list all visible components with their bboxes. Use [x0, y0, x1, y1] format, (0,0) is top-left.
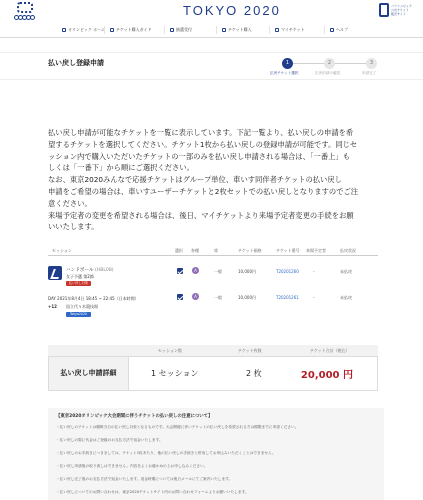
step-2-label: 払戻申請の確認: [315, 71, 341, 75]
paralympic-logo[interactable]: [379, 2, 417, 22]
step-connector: [332, 63, 368, 64]
session-row: [48, 266, 378, 332]
nav-label: オリンピック ホーム: [68, 27, 106, 32]
info-line: ・払い戻しの際に代金はご登録のお支払方法で返金いたします。: [56, 438, 163, 442]
notice-line: しくは「一番下」から順にご選択ください。: [48, 163, 194, 173]
notice-line: なお、東京2020みんなで応援チケットはグループ単位、車いす同伴者チケットの払い戻し: [48, 175, 342, 185]
ticket-price: 10,000円: [238, 269, 256, 274]
ticket-number[interactable]: T20201261: [276, 295, 299, 300]
notice-line: ッション内で購入いただいたチケットの一部のみを払い戻し申請される場合は、「一番上」も: [48, 151, 351, 161]
seat-type: 一般: [214, 269, 222, 274]
ticket-icon: [222, 28, 226, 32]
nav-divider: [269, 26, 270, 34]
category-badge: A: [192, 267, 199, 274]
refund-notice: [48, 127, 384, 233]
attendee: -: [313, 269, 315, 274]
nav-divider: [104, 26, 105, 34]
nav-item-my-ticket[interactable]: [275, 27, 305, 33]
summary-col-total: チケット合計（税込）: [310, 348, 350, 353]
nav-item-guide[interactable]: [110, 27, 152, 33]
progress-stepper: [270, 57, 390, 79]
lottery-icon: [170, 28, 174, 32]
step-1: 1: [282, 58, 293, 69]
step-3-label: 申請完了: [362, 71, 377, 75]
nav-label: チケット購入: [228, 27, 252, 32]
summary-label: 払い戻し申請詳細: [49, 357, 129, 390]
nav-divider: [164, 26, 165, 34]
nav-item-home[interactable]: [62, 27, 105, 33]
nav-label: ヘルプ: [336, 27, 348, 32]
info-line: ・払い戻し完了後のお支払方法で返金いたします。返金時期については後日メールにてご案内いたします。: [56, 477, 233, 481]
summary-total: 20,000 円: [300, 370, 353, 381]
step-3: 3: [366, 58, 377, 69]
step-2: 2: [324, 58, 335, 69]
ticket-checkbox[interactable]: [177, 294, 183, 300]
nav-label: マイチケット: [281, 27, 305, 32]
info-line: ・払い戻し申請後の取り消しはできません。内容をよくお確かめの上お申し込みください。: [56, 464, 208, 468]
step-connector: [288, 63, 326, 64]
nav-label: 抽選受付: [176, 27, 192, 32]
paralympic-emblem-icon: [379, 3, 389, 17]
brand-title: TOKYO 2020: [183, 3, 281, 18]
col-session: セッション: [52, 248, 72, 253]
refund-status: 未払戻: [340, 269, 352, 274]
refund-info-box: [48, 408, 384, 500]
info-line: ・払い戻しのチケットは観戦当日の払い戻し対象となるものです。大会開催に伴いチケットの払い戻しを希望される方は期限までに申請ください。: [56, 425, 299, 429]
main-nav: [0, 24, 423, 38]
session-name[interactable]: [66, 267, 114, 273]
nav-item-purchase[interactable]: [222, 27, 252, 33]
refund-status: 未払戻: [340, 295, 352, 300]
notice-line: 意ください。: [48, 198, 92, 208]
col-status: 払戻状況: [340, 248, 356, 253]
col-ticket-number: チケット番号: [276, 248, 300, 253]
attendee: -: [313, 295, 315, 300]
ticket-number[interactable]: T20201260: [276, 269, 299, 274]
session-title: ハンドボール: [66, 268, 94, 273]
info-line: ・払い戻しのお手続きにつきましては、チケット1枚あたり、他の払い戻しの手続きと併用してお申込みいただくことはできません。: [56, 451, 276, 455]
nav-label: チケット購入ガイド: [116, 27, 152, 32]
nav-divider: [324, 26, 325, 34]
table-header: [48, 246, 378, 256]
col-select: 選択: [175, 248, 183, 253]
venue-badge[interactable]: Tokyo2020: [66, 312, 91, 317]
nav-item-help[interactable]: [330, 27, 348, 33]
category-badge: A: [192, 293, 199, 300]
info-line: ・払い戻しについてのお問い合わせは、東京2020チケットサイト内のお問い合わせフォームよりお願いいたします。: [56, 490, 249, 494]
refund-summary: [48, 356, 378, 391]
session-code: (HBL08): [94, 268, 114, 273]
notice-line: 来場予定者の変更を希望される場合は、後日、マイチケットより来場予定者変更の手続をお願: [48, 210, 354, 220]
seat-type: 一般: [214, 295, 222, 300]
notice-line: 望するチケットを選択してください。チケット1枚から払い戻しの登録申請が可能です。同じセ: [48, 139, 358, 149]
col-seat: 席: [214, 248, 218, 253]
session-plus: +12: [48, 304, 57, 309]
my-ticket-icon: [275, 28, 279, 32]
notice-line: 払い戻し申請が可能なチケットを一覧に表示しています。下記一覧より、払い戻しの申請を希: [48, 128, 354, 137]
handball-icon: [48, 266, 62, 280]
summary-sessions: 1 セッション: [151, 369, 199, 378]
nav-divider: [216, 26, 217, 34]
page-title: 払い戻し登録申請: [48, 59, 104, 67]
summary-header: [48, 345, 378, 356]
session-date: DAY 2021年8月4日 18:45 ~ 22:45（日本時間）: [48, 296, 139, 301]
guide-icon: [110, 28, 114, 32]
emblem-pattern: [17, 2, 33, 13]
refund-target-badge: 払い戻し対象: [66, 281, 91, 286]
top-header: [0, 0, 423, 24]
help-icon: [330, 28, 334, 32]
ticket-checkbox[interactable]: [177, 268, 183, 274]
info-title: 【東京2020オリンピック大会期間に伴うチケットの払い戻しの注意について】: [56, 414, 213, 419]
notice-line: 申請をご希望の場合は、車いすユーザーチケットと2枚セットでの払い戻しとなりますのでご注: [48, 186, 359, 196]
home-icon: [62, 28, 66, 32]
notice-line: いいたします。: [48, 222, 99, 232]
nav-item-lottery[interactable]: [170, 27, 192, 33]
col-category: 券種: [191, 248, 199, 253]
step-1-label: 払戻チケット選択: [270, 71, 299, 75]
tokyo-2020-emblem[interactable]: [14, 2, 36, 22]
paralympic-logo-text: パラリンピック 公式チケット 販売サイト: [391, 4, 412, 16]
ticket-price: 10,000円: [238, 295, 256, 300]
col-attendee: 来場予定者: [306, 248, 326, 253]
olympic-rings-icon: [14, 15, 36, 20]
summary-col-sessions: セッション数: [158, 348, 182, 353]
summary-col-tickets: チケット枚数: [238, 348, 262, 353]
col-price: チケット価格: [238, 248, 262, 253]
session-venue: 国立代々木競技場: [66, 304, 98, 309]
session-subtitle: 女子予選 第2節: [66, 274, 94, 279]
summary-tickets: 2 枚: [246, 369, 262, 378]
